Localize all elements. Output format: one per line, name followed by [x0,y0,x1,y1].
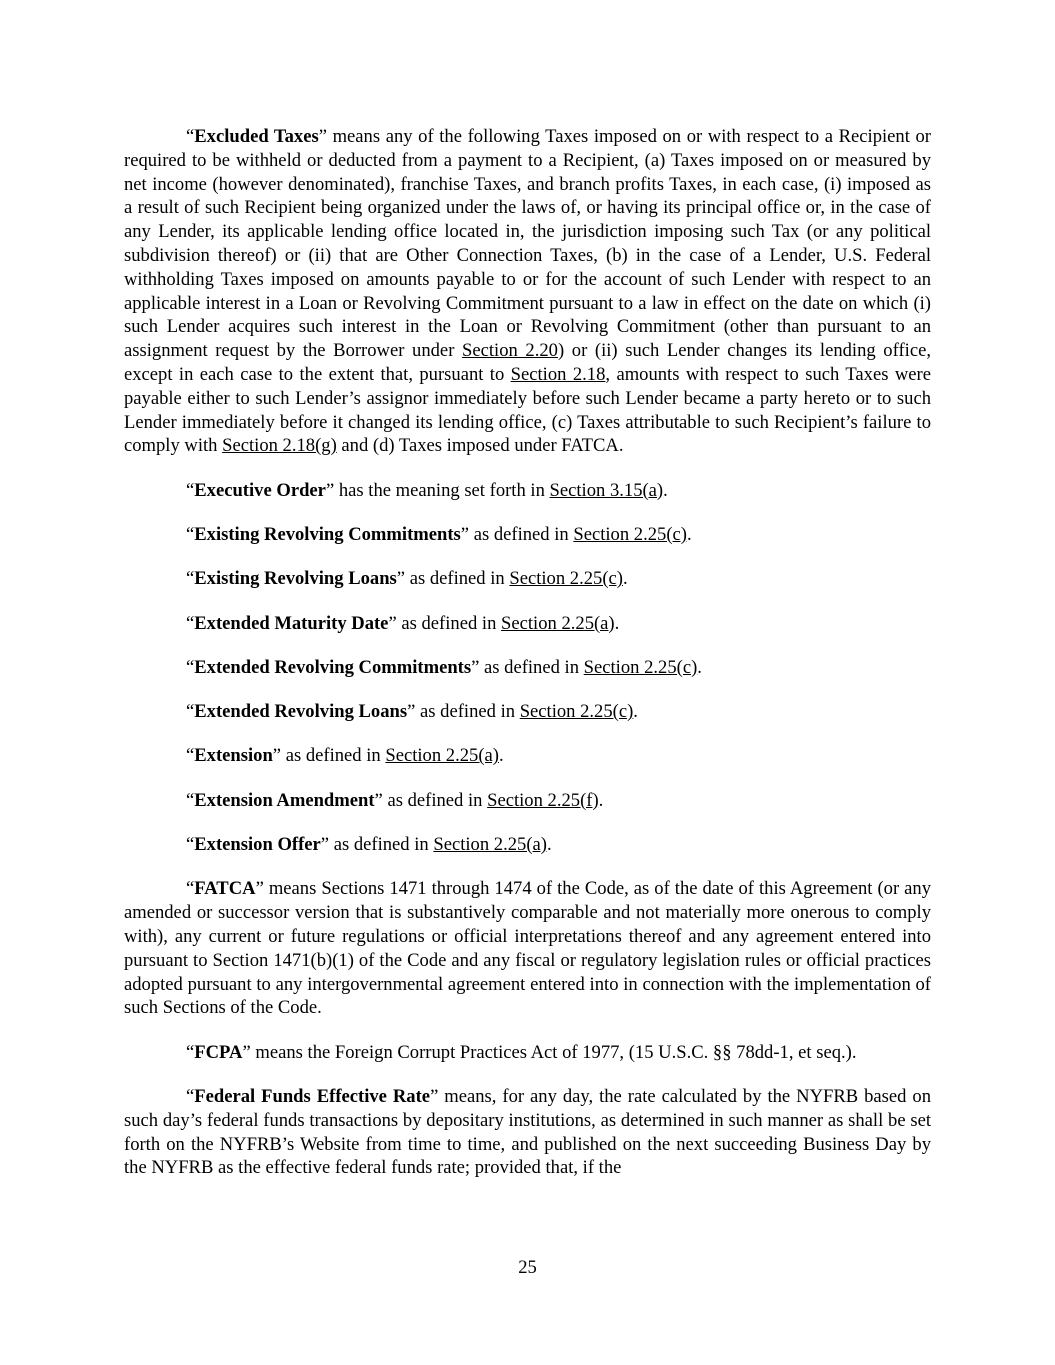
definition-paragraph: “Existing Revolving Loans” as defined in Section 2.25(c). [186,568,628,590]
definition-paragraph: “Executive Order” has the meaning set forth in Section 3.15(a). [186,479,668,501]
defined-term: Extended Maturity Date [194,612,389,634]
definition-text: as defined in [479,656,584,678]
definition-text: . [622,568,628,590]
definition-text: and (d) Taxes imposed under FATCA. [336,435,624,457]
definition-text: . [663,479,668,501]
defined-term: Existing Revolving Commitments [194,523,461,545]
definition-text: . [633,701,638,723]
section-reference-link[interactable]: Section 2.25(f) [487,789,599,811]
definition-text: as defined in [382,789,488,811]
definition-paragraph: “Extension Offer” as defined in Section 2.25(a). [186,834,552,856]
definition-paragraph: “Extension” as defined in Section 2.25(a). [186,745,504,767]
section-reference-link[interactable]: Section 2.18(g) [222,435,337,457]
definition-text: as defined in [415,701,520,723]
defined-term: Extension Offer [194,834,321,856]
section-reference-link[interactable]: Section 2.20 [462,340,558,362]
definition-text: has the meaning set forth in [334,479,550,501]
definition-text: . [598,789,604,811]
section-reference-link[interactable]: Section 2.18 [510,363,606,385]
definition-text: as defined in [281,745,386,767]
section-reference-link[interactable]: Section 2.25(c) [509,568,623,590]
definition-text: as defined in [405,568,510,590]
defined-term: FATCA [194,878,256,900]
section-reference-link[interactable]: Section 3.15(a) [549,479,664,501]
section-reference-link[interactable]: Section 2.25(a) [433,834,547,856]
section-reference-link[interactable]: Section 2.25(a) [501,612,615,634]
defined-term: Extended Revolving Loans [194,701,408,723]
definition-text: means any of the following Taxes imposed on or with respect to a Recipient or required to be withheld or deducted from a payment to a Recipient, (a) Taxes imposed on or measured by net income (however denominated), franchise Taxes, and branch profits Taxes, in each case, (i) imposed as a result of such Recipient being organized under the laws of, or having its principal office or, in the case of any Lender, its applicable lending office located in, the jurisdiction imposing such Tax (or any political subdivision thereof) or (ii) that are Other Connection Taxes, (b) in the case of a Lender, U.S. Federal withholding Taxes imposed on amounts payable to or for the account of such Lender with respect to an applicable interest in a Loan or Revolving Commitment pursuant to a law in effect on the date on which (i) such Lender acquires such interest in the Loan or Revolving Commitment (other than pursuant to an assignment request by the Borrower under [124,126,931,362]
definitions-section [124,125,931,1201]
definition-text: means Sections 1471 through 1474 of the Code, as of the date of this Agreement (or any amended or successor version that is substantively comparable and not materially more onerous to comply with), any current or future regulations or official interpretations thereof and any agreement entered into pursuant to Section 1471(b)(1) of the Code and any fiscal or regulatory legislation rules or official practices adopted pursuant to any intergovernmental agreement entered into in connection with the implementation of such Sections of the Code. [124,878,931,1019]
definition-paragraph: “Existing Revolving Commitments” as defined in Section 2.25(c). [186,523,692,545]
definition-text: as defined in [396,612,502,634]
definition-text: . [546,834,552,856]
definition-paragraph: “Federal Funds Effective Rate” means, for any day, the rate calculated by the NYFRB based on such day’s federal funds transactions by depositary institutions, as determined in such manner as shall be set forth on the NYFRB’s Website from time to time, and published on the next succeeding Business Day by the NYFRB as the effective federal funds rate; provided that, if the [124,1085,931,1179]
section-reference-link[interactable]: Section 2.25(c) [583,656,698,678]
page-number: 25 [518,1257,537,1278]
definition-paragraph: “FATCA” means Sections 1471 through 1474 of the Code, as of the date of this Agreement (or any amended or successor version that is substantively comparable and not materially more onerous to comply with), any current or future regulations or official interpretations thereof and any agreement entered into pursuant to Section 1471(b)(1) of the Code and any fiscal or regulatory legislation rules or official practices adopted pursuant to any intergovernmental agreement entered into in connection with the implementation of such Sections of the Code. [124,878,931,1019]
definition-text: . [697,656,702,678]
section-reference-link[interactable]: Section 2.25(c) [573,523,687,545]
definition-text: means, for any day, the rate calculated by the NYFRB based on such day’s federal funds transactions by depositary institutions, as determined in such manner as shall be set forth on the NYFRB’s Website from time to time, and published on the next succeeding Business Day by the NYFRB as the effective federal funds rate; provided that, if the [124,1085,931,1179]
definition-text: ) or (ii) such Lender changes its lending office, except in each case to the extent that, pursuant to [124,340,931,385]
definition-text: as defined in [469,523,574,545]
definition-text: means the Foreign Corrupt Practices Act of 1977, (15 U.S.C. §§ 78dd-1, et seq.). [250,1041,857,1063]
defined-term: Executive Order [194,479,326,501]
defined-term: Excluded Taxes [194,126,319,147]
definition-paragraph: “Extended Revolving Loans” as defined in Section 2.25(c). [186,701,638,723]
definition-text: . [686,523,692,545]
definition-paragraph: “Extended Maturity Date” as defined in Section 2.25(a). [186,612,620,634]
defined-term: FCPA [194,1041,243,1063]
definition-paragraph: “FCPA” means the Foreign Corrupt Practices Act of 1977, (15 U.S.C. §§ 78dd-1, et seq.). [186,1041,857,1063]
defined-term: Existing Revolving Loans [194,568,397,590]
definition-paragraph: “Excluded Taxes” means any of the following Taxes imposed on or with respect to a Recipient or required to be withheld or deducted from a payment to a Recipient, (a) Taxes imposed on or measured by net income (however denominated), franchise Taxes, and branch profits Taxes, in each case, (i) imposed as a result of such Recipient being organized under the laws of, or having its principal office or, in the case of any Lender, its applicable lending office located in, the jurisdiction imposing such Tax (or any political subdivision thereof) or (ii) that are Other Connection Taxes, (b) in the case of a Lender, U.S. Federal withholding Taxes imposed on amounts payable to or for the account of such Lender with respect to an applicable interest in a Loan or Revolving Commitment pursuant to a law in effect on the date on which (i) such Lender acquires such interest in the Loan or Revolving Commitment (other than pursuant to an assignment request by the Borrower under Section 2.20) or (ii) such Lender changes its lending office, except in each case to the extent that, pursuant to Section 2.18, amounts with respect to such Taxes were payable either to such Lender’s assignor immediately before such Lender became a party hereto or to such Lender immediately before it changed its lending office, (c) Taxes attributable to such Recipient’s failure to comply with Section 2.18(g) and (d) Taxes imposed under FATCA. [124,126,931,457]
definition-paragraph: “Extension Amendment” as defined in Section 2.25(f). [186,789,604,811]
defined-term: Extension [194,745,273,767]
definition-paragraph: “Extended Revolving Commitments” as defined in Section 2.25(c). [186,656,702,678]
definition-text: , amounts with respect to such Taxes were payable either to such Lender’s assignor immediately before such Lender became a party hereto or to such Lender immediately before it changed its lending office, (c) Taxes attributable to such Recipient’s failure to comply with [124,363,931,457]
definition-text: . [614,612,620,634]
definition-text: . [498,745,504,767]
section-reference-link[interactable]: Section 2.25(c) [519,701,634,723]
section-reference-link[interactable]: Section 2.25(a) [385,745,499,767]
definition-text: as defined in [329,834,434,856]
defined-term: Extension Amendment [194,789,375,811]
defined-term: Extended Revolving Commitments [194,656,472,678]
defined-term: Federal Funds Effective Rate [194,1085,431,1107]
